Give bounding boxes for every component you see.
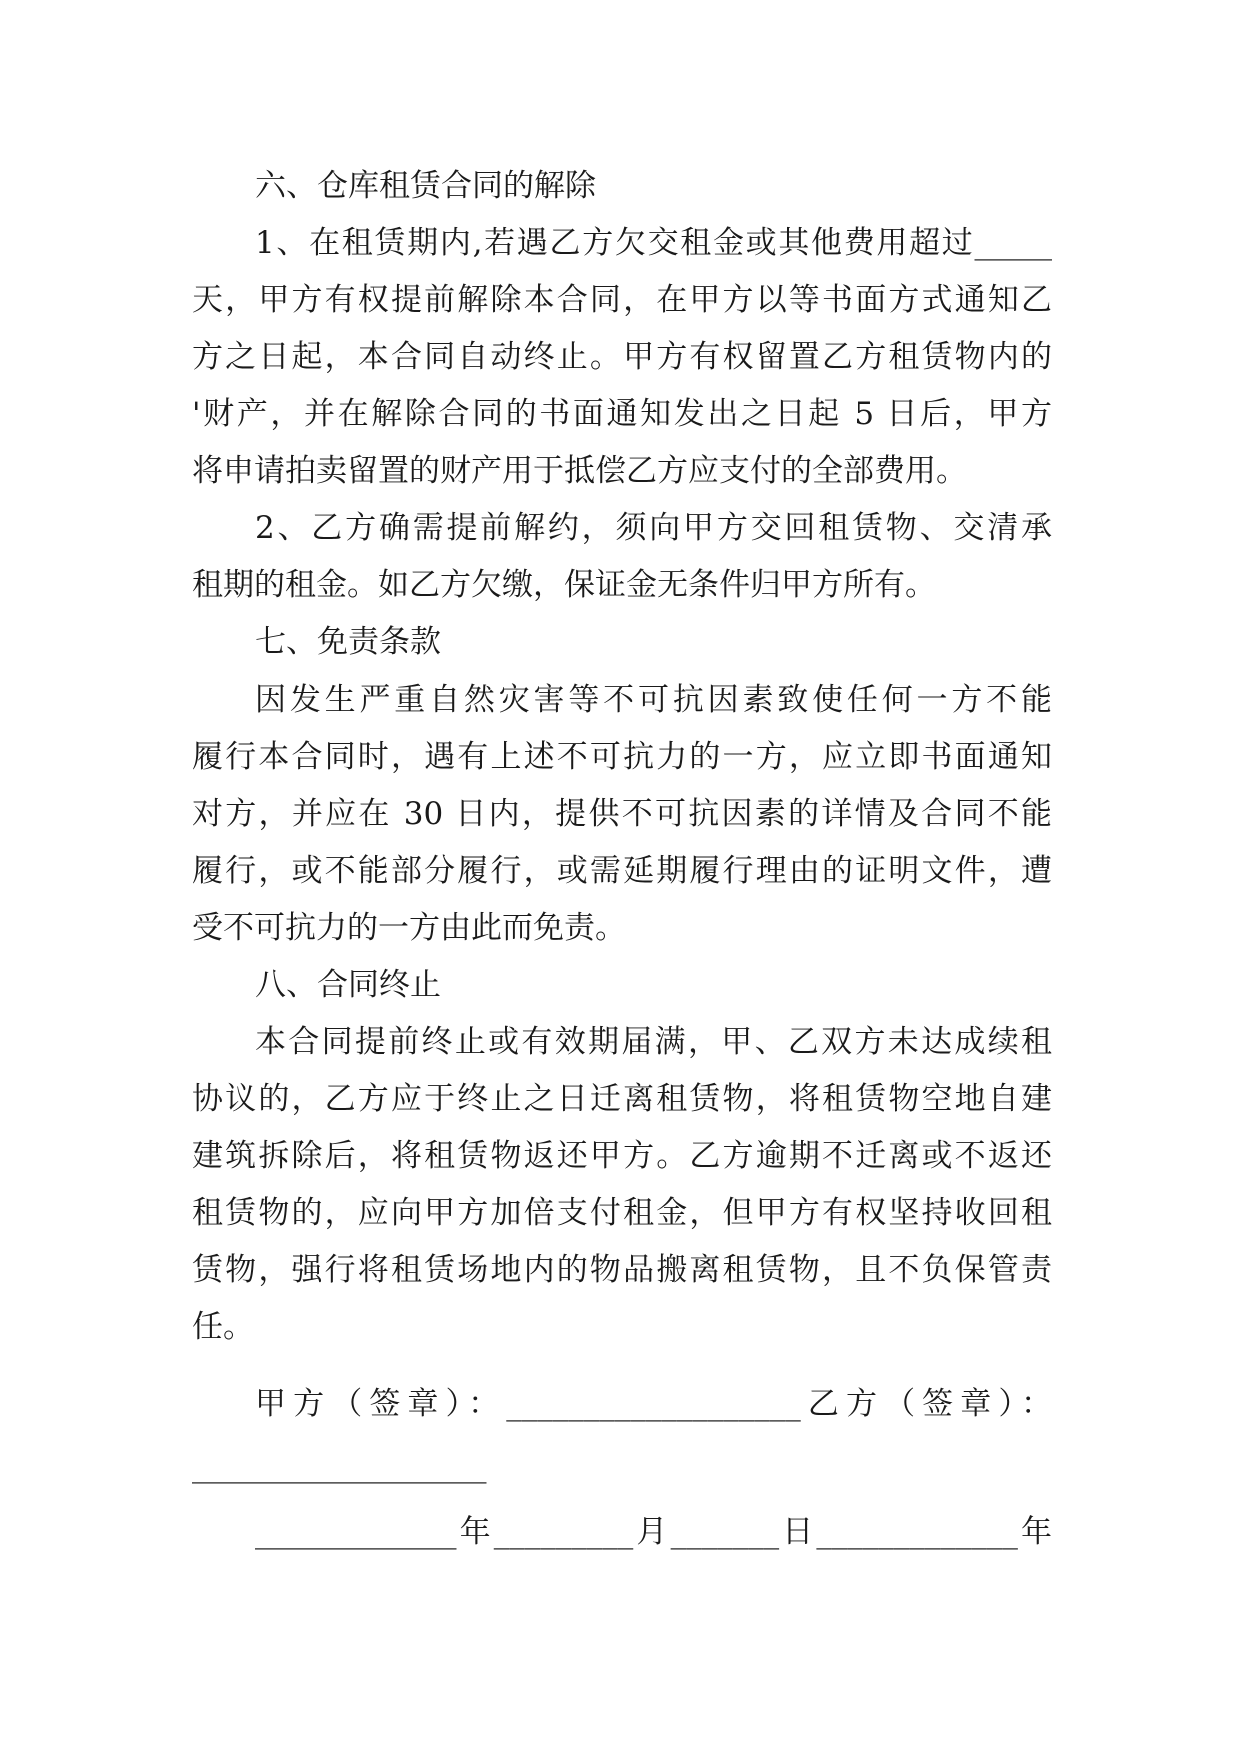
paragraph-line: 1、在租赁期内,若遇乙方欠交租金或其他费用超过_____ <box>255 225 1052 261</box>
paragraph-line: 对方，并应在 30 日内，提供不可抗因素的详情及合同不能 <box>192 796 1052 832</box>
paragraph-line: 租赁物的，应向甲方加倍支付租金，但甲方有权坚持收回租 <box>192 1195 1052 1231</box>
paragraph-line: 因发生严重自然灾害等不可抗因素致使任何一方不能 <box>255 682 1052 718</box>
date-line: _____________年_________月_______日_____________年 <box>255 1514 1052 1550</box>
section-heading: 六、仓库租赁合同的解除 <box>255 168 596 204</box>
paragraph-line: 赁物，强行将租赁场地内的物品搬离租赁物，且不负保管责 <box>192 1252 1052 1288</box>
paragraph-line: 天，甲方有权提前解除本合同，在甲方以等书面方式通知乙 <box>192 282 1052 318</box>
paragraph-line: 2、乙方确需提前解约，须向甲方交回租赁物、交清承 <box>255 510 1052 546</box>
paragraph-line: 履行本合同时，遇有上述不可抗力的一方，应立即书面通知 <box>192 739 1052 775</box>
paragraph-line: 建筑拆除后，将租赁物返还甲方。乙方逾期不迁离或不返还 <box>192 1138 1052 1174</box>
signature-line: 甲方（签章）：___________________乙方（签章）： <box>255 1386 1052 1422</box>
section-heading: 八、合同终止 <box>255 967 441 1003</box>
paragraph-line: 任。 <box>192 1309 254 1345</box>
paragraph-line: 租期的租金。如乙方欠缴，保证金无条件归甲方所有。 <box>192 567 936 603</box>
paragraph-line: 本合同提前终止或有效期届满，甲、乙双方未达成续租 <box>255 1024 1052 1060</box>
paragraph-line: 履行，或不能部分履行，或需延期履行理由的证明文件，遭 <box>192 853 1052 889</box>
paragraph-line: 将申请拍卖留置的财产用于抵偿乙方应支付的全部费用。 <box>192 453 967 489</box>
paragraph-line: '财产，并在解除合同的书面通知发出之日起 5 日后，甲方 <box>192 396 1052 432</box>
signature-underline: ___________________ <box>192 1448 487 1484</box>
paragraph-line: 协议的，乙方应于终止之日迁离租赁物，将租赁物空地自建 <box>192 1081 1052 1117</box>
paragraph-line: 受不可抗力的一方由此而免责。 <box>192 910 626 946</box>
paragraph-line: 方之日起，本合同自动终止。甲方有权留置乙方租赁物内的 <box>192 339 1052 375</box>
section-heading: 七、免责条款 <box>255 624 441 660</box>
